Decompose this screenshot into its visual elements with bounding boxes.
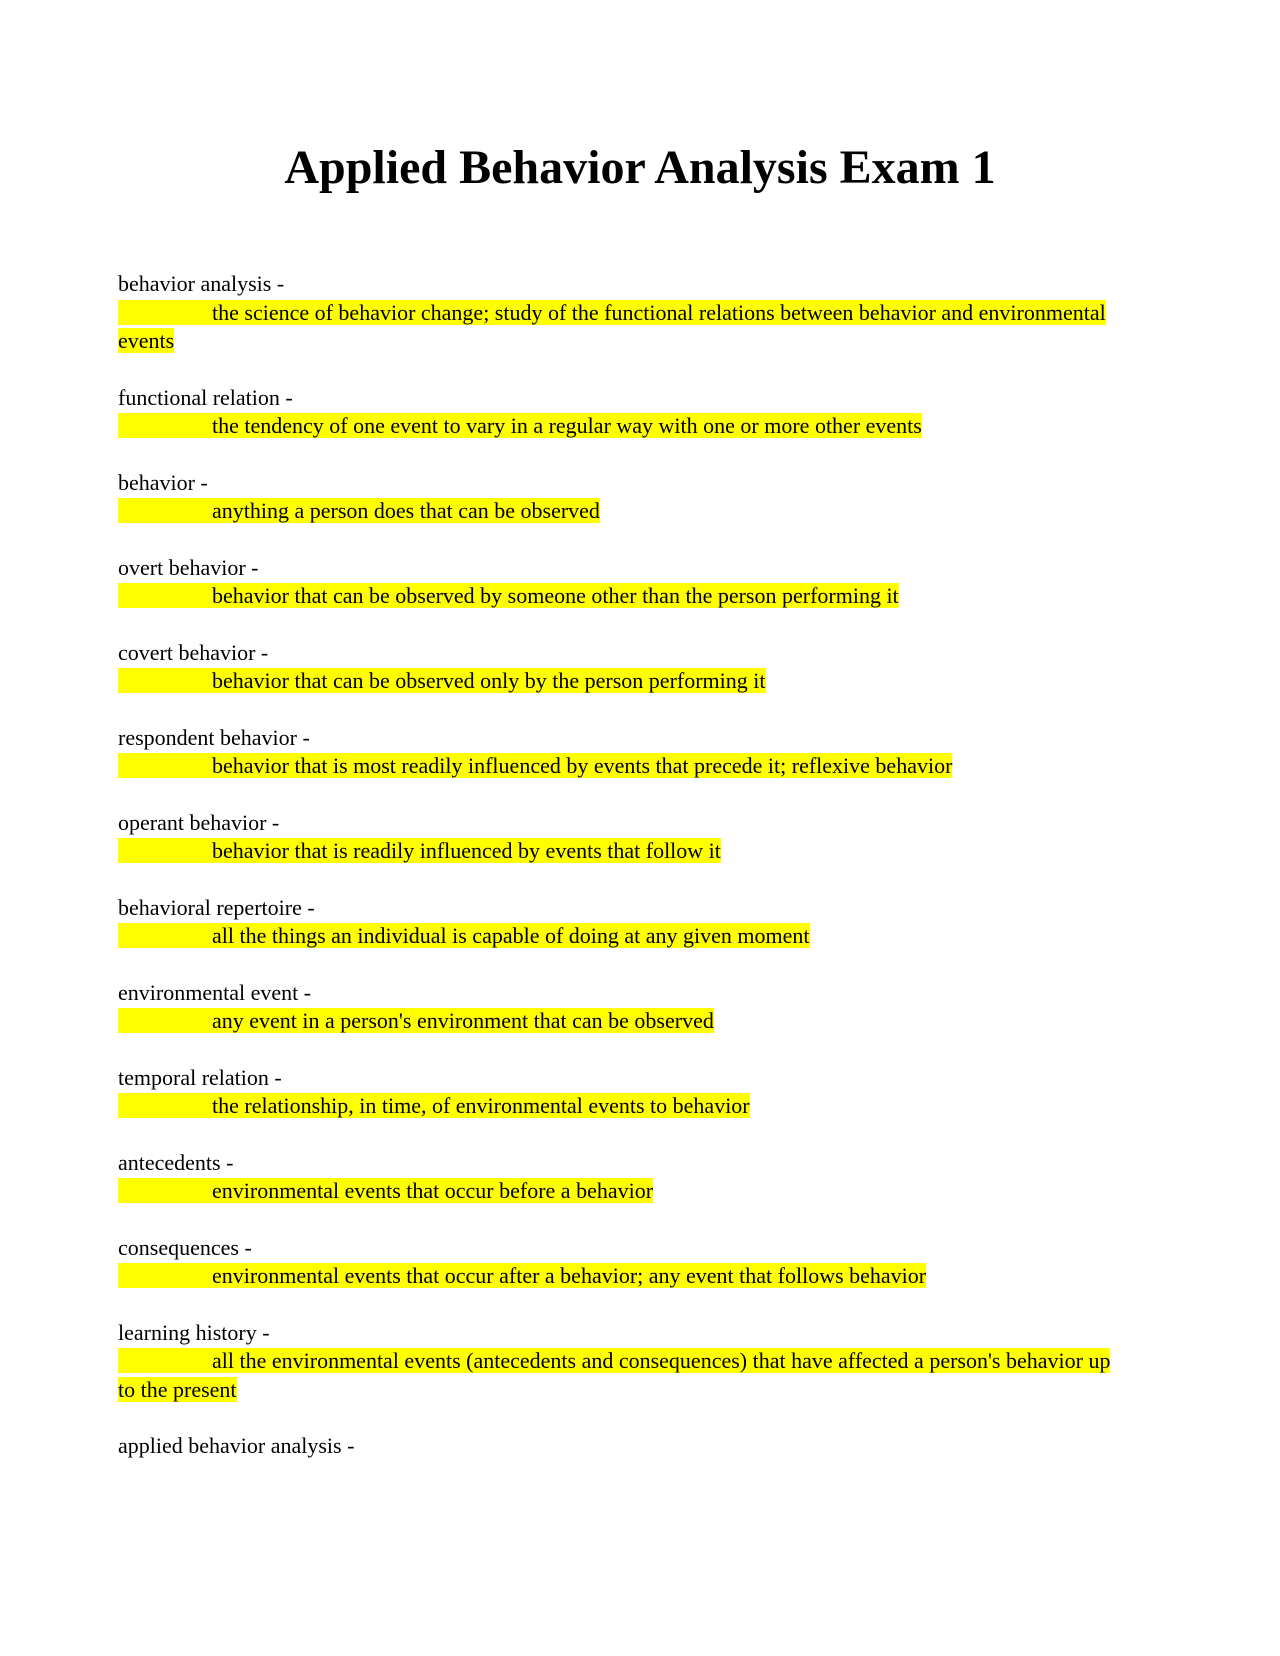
entry-definition: anything a person does that can be observed [212,498,600,523]
entry-definition-line [118,752,1118,781]
entry-definition-line [118,837,1118,866]
entry-term: overt behavior - [118,554,259,580]
entry-definition-highlight [118,838,721,863]
glossary-entry [118,724,1118,781]
entry-definition: the relationship, in time, of environmental events to behavior [212,1093,750,1118]
glossary-list [118,270,1118,1489]
entry-definition: the tendency of one event to vary in a regular way with one or more other events [212,413,922,438]
glossary-entry [118,469,1118,526]
glossary-entry [118,384,1118,441]
entry-definition-highlight [118,498,600,523]
entry-term: behavior - [118,469,208,495]
document-title: Applied Behavior Analysis Exam 1 [284,141,996,194]
entry-definition-line [118,1262,1118,1291]
entry-definition-line [118,1092,1118,1121]
entry-term: behavioral repertoire - [118,894,315,920]
entry-definition-highlight [118,1263,926,1288]
entry-term: functional relation - [118,384,293,410]
entry-definition-line [118,497,1118,526]
entry-term: environmental event - [118,979,312,1005]
glossary-entry [118,1234,1118,1291]
entry-term: consequences - [118,1234,252,1260]
entry-definition-line [118,1347,1118,1404]
entry-definition: all the things an individual is capable of doing at any given moment [212,923,810,948]
entry-definition-highlight [118,923,810,948]
entry-definition-line [118,412,1118,441]
glossary-entry [118,894,1118,951]
glossary-entry [118,639,1118,696]
entry-term: applied behavior analysis - [118,1433,355,1458]
entry-definition-line [118,922,1118,951]
entry-term: covert behavior - [118,639,269,665]
entry-definition-highlight [118,668,766,693]
entry-definition: behavior that is readily influenced by events that follow it [212,838,721,863]
entry-term: learning history - [118,1319,270,1345]
entry-definition-line [118,299,1118,356]
glossary-entry [118,1149,1118,1206]
entry-definition: behavior that is most readily influenced by events that precede it; reflexive behavior [212,753,953,778]
entry-definition-line [118,667,1118,696]
entry-term: antecedents - [118,1149,234,1175]
glossary-entry [118,1064,1118,1121]
entry-definition: environmental events that occur before a behavior [212,1178,654,1203]
entry-term: temporal relation - [118,1064,282,1090]
entry-term: operant behavior - [118,809,280,835]
entry-definition-line [118,1177,1118,1206]
glossary-entry [118,1319,1118,1405]
entry-term: behavior analysis - [118,271,285,296]
entry-definition-line [118,582,1118,611]
entry-definition: environmental events that occur after a behavior; any event that follows behavior [212,1263,927,1288]
entry-definition: all the environmental events (antecedents and consequences) that have affected a person's behavior up to the present [118,1348,1111,1402]
glossary-entry [118,1432,1118,1461]
entry-definition-highlight [118,1008,714,1033]
entry-definition: any event in a person's environment that can be observed [212,1008,714,1033]
glossary-entry [118,554,1118,611]
entry-definition: the science of behavior change; study of the functional relations between behavior and environmental events [118,299,1106,353]
entry-definition-highlight [118,753,952,778]
entry-definition-highlight [118,1093,750,1118]
entry-definition-line [118,1007,1118,1036]
entry-definition: behavior that can be observed only by the person performing it [212,668,766,693]
glossary-entry [118,979,1118,1036]
entry-term: respondent behavior - [118,724,310,750]
entry-definition-highlight [118,583,899,608]
glossary-entry [118,809,1118,866]
entry-definition-highlight [118,1178,653,1203]
entry-definition-highlight [118,1348,1110,1402]
glossary-entry [118,270,1118,356]
entry-definition-highlight [118,413,922,438]
entry-definition: behavior that can be observed by someone other than the person performing it [212,583,899,608]
entry-definition-highlight [118,300,1106,354]
